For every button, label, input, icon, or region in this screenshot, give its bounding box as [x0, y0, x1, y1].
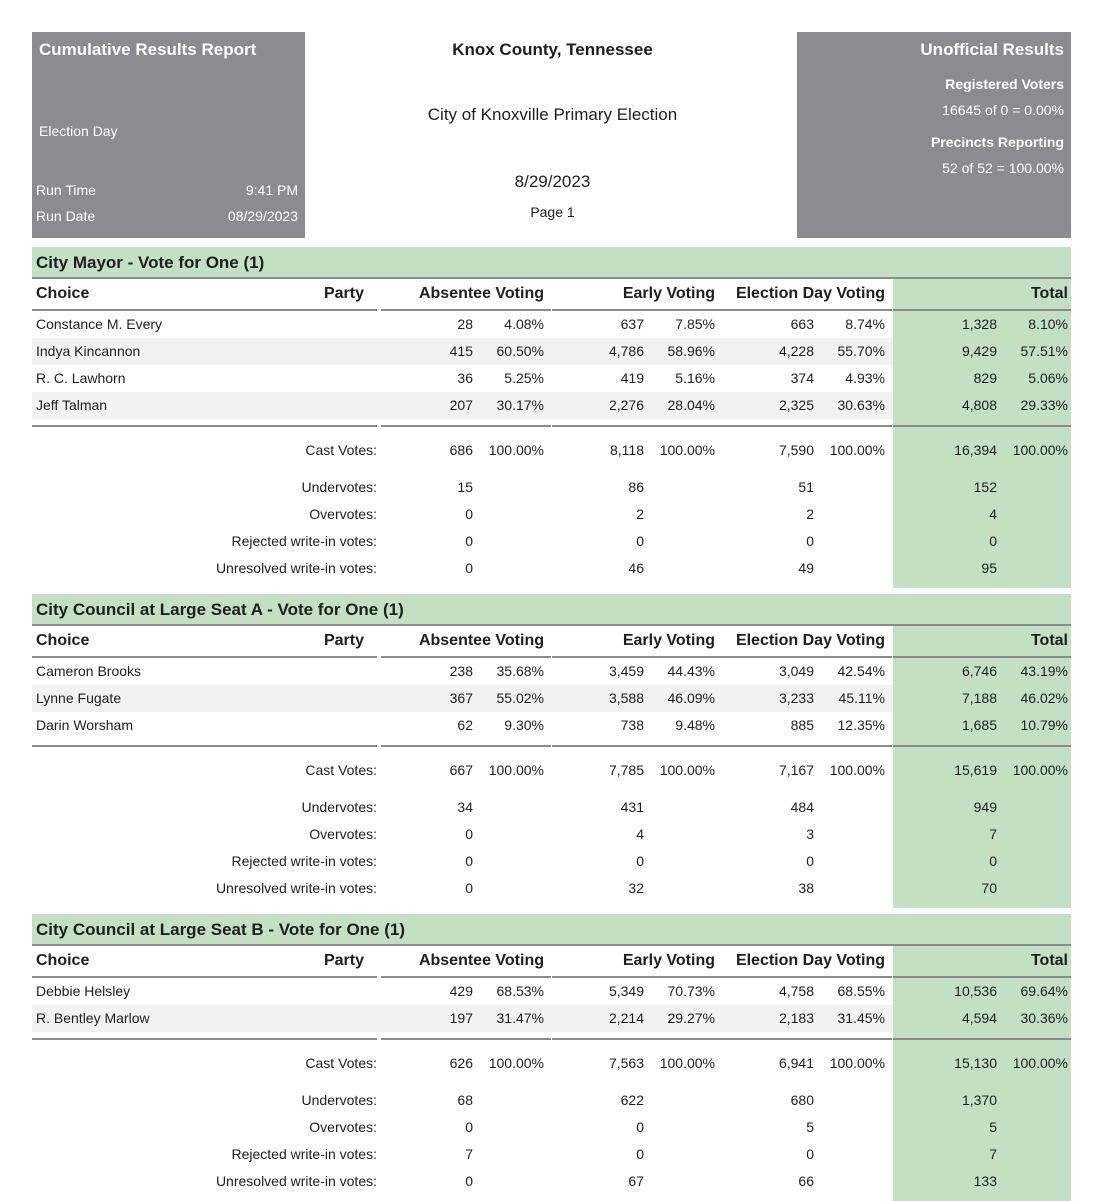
- stat-total: 0: [989, 533, 997, 549]
- early-votes: 637: [620, 316, 644, 332]
- total-votes: 1,685: [961, 717, 997, 733]
- header-divider: [552, 976, 722, 978]
- early-percent: 9.48%: [675, 717, 715, 733]
- total-percent: 43.19%: [1020, 663, 1068, 679]
- stat-election-day: 484: [790, 799, 814, 815]
- election-day-header: Election Day Voting: [735, 952, 885, 969]
- early-header: Early Voting: [622, 285, 715, 302]
- cast-divider: [893, 425, 1071, 427]
- candidate-name: Constance M. Every: [36, 316, 163, 332]
- election-day-percent: 12.35%: [837, 717, 885, 733]
- header-divider: [32, 309, 377, 311]
- stat-early: 0: [636, 853, 644, 869]
- cast-total: 15,619: [954, 762, 997, 778]
- total-percent: 30.36%: [1020, 1010, 1068, 1026]
- stat-total: 70: [981, 880, 997, 896]
- absentee-header: Absentee Voting: [418, 952, 544, 969]
- stat-label: Undervotes:: [301, 1092, 377, 1108]
- choice-header: Choice: [36, 952, 90, 969]
- stat-label: Unresolved write-in votes:: [215, 1173, 377, 1189]
- total-votes: 4,808: [961, 397, 997, 413]
- early-percent: 46.09%: [667, 690, 715, 706]
- run-date-value: 08/29/2023: [227, 208, 298, 224]
- total-votes: 10,536: [954, 983, 997, 999]
- cast-divider: [32, 1038, 377, 1040]
- stat-early: 0: [636, 533, 644, 549]
- absentee-percent: 68.53%: [496, 983, 544, 999]
- absentee-percent: 4.08%: [504, 316, 544, 332]
- stat-election-day: 38: [798, 880, 814, 896]
- stat-election-day: 2: [806, 506, 814, 522]
- stat-total: 7: [989, 826, 997, 842]
- absentee-header: Absentee Voting: [418, 285, 544, 302]
- cast-total: 15,130: [954, 1055, 997, 1071]
- precincts-label: Precincts Reporting: [930, 134, 1064, 150]
- stat-label: Undervotes:: [301, 799, 377, 815]
- run-date-label: Run Date: [36, 208, 96, 224]
- total-percent: 29.33%: [1020, 397, 1068, 413]
- absentee-votes: 197: [449, 1010, 473, 1026]
- run-date-row: [36, 208, 298, 224]
- county-title: Knox County, Tennessee: [452, 40, 653, 59]
- election-day-votes: 3,049: [778, 663, 814, 679]
- stat-early: 67: [628, 1173, 644, 1189]
- early-percent: 29.27%: [667, 1010, 715, 1026]
- stat-early: 4: [636, 826, 644, 842]
- early-votes: 2,214: [608, 1010, 644, 1026]
- stat-election-day: 66: [798, 1173, 814, 1189]
- contest-title: City Council at Large Seat B - Vote for One (1): [32, 914, 1071, 946]
- registered-voters-value: 16645 of 0 = 0.00%: [942, 102, 1064, 118]
- stat-early: 46: [628, 560, 644, 576]
- header-divider: [381, 976, 551, 978]
- party-header: Party: [323, 632, 364, 649]
- candidate-name: Indya Kincannon: [36, 343, 141, 359]
- total-header: Total: [1030, 285, 1068, 302]
- election-day-percent: 68.55%: [837, 983, 885, 999]
- run-time-label: Run Time: [36, 182, 96, 198]
- early-percent: 7.85%: [675, 316, 715, 332]
- total-votes: 9,429: [961, 343, 997, 359]
- report-title: Cumulative Results Report: [39, 40, 257, 59]
- absentee-votes: 28: [457, 316, 473, 332]
- cast-absentee-percent: 100.00%: [488, 442, 544, 458]
- precincts-value: 52 of 52 = 100.00%: [942, 160, 1064, 176]
- cast-divider: [722, 425, 892, 427]
- cast-total-percent: 100.00%: [1012, 442, 1068, 458]
- header-divider: [381, 309, 551, 311]
- early-votes: 3,588: [608, 690, 644, 706]
- cast-election-day-percent: 100.00%: [829, 442, 885, 458]
- stat-total: 95: [981, 560, 997, 576]
- candidate-name: Lynne Fugate: [36, 690, 122, 706]
- candidate-name: Cameron Brooks: [36, 663, 142, 679]
- contest-section: [32, 594, 1071, 908]
- header-divider: [32, 976, 377, 978]
- election-day-header: Election Day Voting: [735, 632, 885, 649]
- stat-total: 949: [973, 799, 997, 815]
- absentee-votes: 207: [449, 397, 473, 413]
- stat-absentee: 0: [465, 506, 473, 522]
- total-votes: 1,328: [961, 316, 997, 332]
- choice-header: Choice: [36, 632, 90, 649]
- stat-total: 0: [989, 853, 997, 869]
- stat-label: Rejected write-in votes:: [231, 533, 377, 549]
- status-title: Unofficial Results: [920, 40, 1064, 59]
- header-divider: [552, 309, 722, 311]
- early-percent: 70.73%: [667, 983, 715, 999]
- stat-early: 86: [628, 479, 644, 495]
- cast-election-day: 7,590: [778, 442, 814, 458]
- cast-divider: [893, 745, 1071, 747]
- absentee-votes: 415: [449, 343, 473, 359]
- early-header: Early Voting: [622, 632, 715, 649]
- election-name: City of Knoxville Primary Election: [427, 105, 678, 124]
- cast-absentee: 667: [449, 762, 473, 778]
- stat-absentee: 15: [457, 479, 473, 495]
- total-percent: 10.79%: [1020, 717, 1068, 733]
- header-divider: [32, 656, 377, 658]
- cast-early: 7,785: [608, 762, 644, 778]
- page-number: Page 1: [530, 204, 575, 220]
- status-box: [797, 32, 1071, 238]
- stat-label: Overvotes:: [309, 826, 377, 842]
- cast-early-percent: 100.00%: [659, 442, 715, 458]
- stat-label: Overvotes:: [309, 1119, 377, 1135]
- stat-early: 32: [628, 880, 644, 896]
- stat-label: Overvotes:: [309, 506, 377, 522]
- cast-election-day: 6,941: [778, 1055, 814, 1071]
- election-day-percent: 4.93%: [845, 370, 885, 386]
- stat-election-day: 680: [790, 1092, 814, 1108]
- contest-section: [32, 247, 1071, 588]
- stat-label: Rejected write-in votes:: [231, 1146, 377, 1162]
- stat-election-day: 5: [806, 1119, 814, 1135]
- stat-early: 0: [636, 1119, 644, 1135]
- cast-divider: [893, 1038, 1071, 1040]
- cast-votes-label: Cast Votes:: [305, 1055, 377, 1071]
- total-votes: 6,746: [961, 663, 997, 679]
- cast-early: 8,118: [610, 442, 644, 458]
- stat-absentee: 0: [465, 1173, 473, 1189]
- header-divider: [722, 976, 892, 978]
- cast-votes-label: Cast Votes:: [305, 442, 377, 458]
- total-percent: 5.06%: [1028, 370, 1068, 386]
- cast-early-percent: 100.00%: [659, 1055, 715, 1071]
- cast-absentee-percent: 100.00%: [488, 1055, 544, 1071]
- early-percent: 28.04%: [667, 397, 715, 413]
- candidate-name: Darin Worsham: [36, 717, 133, 733]
- absentee-votes: 36: [457, 370, 473, 386]
- stat-total: 5: [989, 1119, 997, 1135]
- absentee-votes: 238: [449, 663, 473, 679]
- absentee-percent: 31.47%: [496, 1010, 544, 1026]
- cast-divider: [381, 425, 551, 427]
- total-percent: 57.51%: [1020, 343, 1068, 359]
- party-header: Party: [323, 952, 364, 969]
- stat-label: Unresolved write-in votes:: [215, 880, 377, 896]
- candidate-name: Jeff Talman: [36, 397, 108, 413]
- early-percent: 5.16%: [675, 370, 715, 386]
- total-percent: 46.02%: [1020, 690, 1068, 706]
- cast-divider: [552, 745, 722, 747]
- party-header: Party: [323, 285, 364, 302]
- cast-absentee: 626: [449, 1055, 473, 1071]
- total-percent: 8.10%: [1028, 316, 1068, 332]
- early-votes: 2,276: [608, 397, 644, 413]
- election-day-votes: 2,325: [778, 397, 814, 413]
- stat-election-day: 49: [798, 560, 814, 576]
- total-header: Total: [1030, 952, 1068, 969]
- election-day-votes: 663: [790, 316, 814, 332]
- absentee-percent: 35.68%: [496, 663, 544, 679]
- stat-total: 1,370: [961, 1092, 997, 1108]
- absentee-header: Absentee Voting: [418, 632, 544, 649]
- absentee-percent: 5.25%: [504, 370, 544, 386]
- cast-absentee: 686: [449, 442, 473, 458]
- candidate-name: Debbie Helsley: [36, 983, 131, 999]
- election-day-votes: 4,228: [778, 343, 814, 359]
- cast-early-percent: 100.00%: [659, 762, 715, 778]
- header-divider: [893, 976, 1071, 978]
- stat-absentee: 0: [465, 853, 473, 869]
- election-day-percent: 45.11%: [838, 690, 885, 706]
- stat-absentee: 0: [465, 533, 473, 549]
- stat-label: Rejected write-in votes:: [231, 853, 377, 869]
- contest-title: City Mayor - Vote for One (1): [32, 247, 1071, 279]
- stat-absentee: 68: [457, 1092, 473, 1108]
- header-divider: [552, 656, 722, 658]
- cast-election-day: 7,167: [778, 762, 814, 778]
- header-divider: [893, 309, 1071, 311]
- election-date: 8/29/2023: [514, 172, 591, 191]
- cast-divider: [381, 1038, 551, 1040]
- stat-absentee: 0: [465, 1119, 473, 1135]
- cast-early: 7,563: [608, 1055, 644, 1071]
- candidate-name: R. Bentley Marlow: [36, 1010, 150, 1026]
- early-percent: 58.96%: [667, 343, 715, 359]
- header-divider: [722, 656, 892, 658]
- contest-title: City Council at Large Seat A - Vote for One (1): [32, 594, 1071, 626]
- cast-divider: [552, 425, 722, 427]
- header-divider: [893, 656, 1071, 658]
- election-day-percent: 31.45%: [837, 1010, 885, 1026]
- header-divider: [381, 656, 551, 658]
- stat-total: 7: [989, 1146, 997, 1162]
- stat-election-day: 51: [798, 479, 814, 495]
- election-day-percent: 8.74%: [845, 316, 885, 332]
- early-percent: 44.43%: [667, 663, 715, 679]
- stat-label: Undervotes:: [301, 479, 377, 495]
- cast-divider: [381, 745, 551, 747]
- election-day-votes: 3,233: [778, 690, 814, 706]
- election-day-votes: 374: [790, 370, 814, 386]
- total-votes: 4,594: [961, 1010, 997, 1026]
- election-day-percent: 55.70%: [837, 343, 885, 359]
- early-header: Early Voting: [622, 952, 715, 969]
- absentee-percent: 55.02%: [496, 690, 544, 706]
- early-votes: 738: [620, 717, 644, 733]
- absentee-votes: 367: [449, 690, 473, 706]
- election-day-header: Election Day Voting: [735, 285, 885, 302]
- election-day-percent: 30.63%: [837, 397, 885, 413]
- contest-section: [32, 914, 1071, 1201]
- total-votes: 829: [973, 370, 997, 386]
- stat-total: 152: [973, 479, 997, 495]
- choice-header: Choice: [36, 285, 90, 302]
- cast-absentee-percent: 100.00%: [488, 762, 544, 778]
- absentee-percent: 30.17%: [496, 397, 544, 413]
- total-header: Total: [1030, 632, 1068, 649]
- absentee-percent: 9.30%: [504, 717, 544, 733]
- election-day-percent: 42.54%: [837, 663, 885, 679]
- stat-election-day: 0: [806, 853, 814, 869]
- election-day-votes: 4,758: [778, 983, 814, 999]
- stat-election-day: 3: [806, 826, 814, 842]
- early-votes: 3,459: [608, 663, 644, 679]
- early-votes: 5,349: [608, 983, 644, 999]
- cast-divider: [552, 1038, 722, 1040]
- stat-total: 133: [973, 1173, 997, 1189]
- election-day-votes: 885: [790, 717, 814, 733]
- candidate-name: R. C. Lawhorn: [36, 370, 126, 386]
- cast-divider: [32, 425, 377, 427]
- cast-election-day-percent: 100.00%: [829, 1055, 885, 1071]
- stat-total: 4: [989, 506, 997, 522]
- cast-divider: [722, 745, 892, 747]
- stat-absentee: 7: [465, 1146, 473, 1162]
- stat-early: 0: [636, 1146, 644, 1162]
- cast-total-percent: 100.00%: [1012, 762, 1068, 778]
- total-votes: 7,188: [961, 690, 997, 706]
- stat-early: 431: [620, 799, 644, 815]
- run-time-value: 9:41 PM: [245, 182, 298, 198]
- registered-voters-label: Registered Voters: [945, 76, 1064, 92]
- absentee-percent: 60.50%: [496, 343, 544, 359]
- stat-early: 2: [636, 506, 644, 522]
- early-votes: 419: [620, 370, 644, 386]
- stat-election-day: 0: [806, 533, 814, 549]
- stat-absentee: 34: [457, 799, 473, 815]
- cast-total: 16,394: [954, 442, 997, 458]
- cast-votes-label: Cast Votes:: [305, 762, 377, 778]
- cast-total-percent: 100.00%: [1012, 1055, 1068, 1071]
- stat-absentee: 0: [465, 880, 473, 896]
- run-time-row: [36, 182, 298, 198]
- cast-divider: [32, 745, 377, 747]
- early-votes: 4,786: [608, 343, 644, 359]
- cast-divider: [722, 1038, 892, 1040]
- stat-absentee: 0: [465, 826, 473, 842]
- total-percent: 69.64%: [1020, 983, 1068, 999]
- stat-election-day: 0: [806, 1146, 814, 1162]
- report-info-box: [32, 32, 305, 238]
- election-day-votes: 2,183: [778, 1010, 814, 1026]
- absentee-votes: 62: [457, 717, 473, 733]
- cast-election-day-percent: 100.00%: [829, 762, 885, 778]
- stat-label: Unresolved write-in votes:: [215, 560, 377, 576]
- header-divider: [722, 309, 892, 311]
- stat-early: 622: [620, 1092, 644, 1108]
- election-day-label: Election Day: [39, 123, 118, 139]
- absentee-votes: 429: [449, 983, 473, 999]
- stat-absentee: 0: [465, 560, 473, 576]
